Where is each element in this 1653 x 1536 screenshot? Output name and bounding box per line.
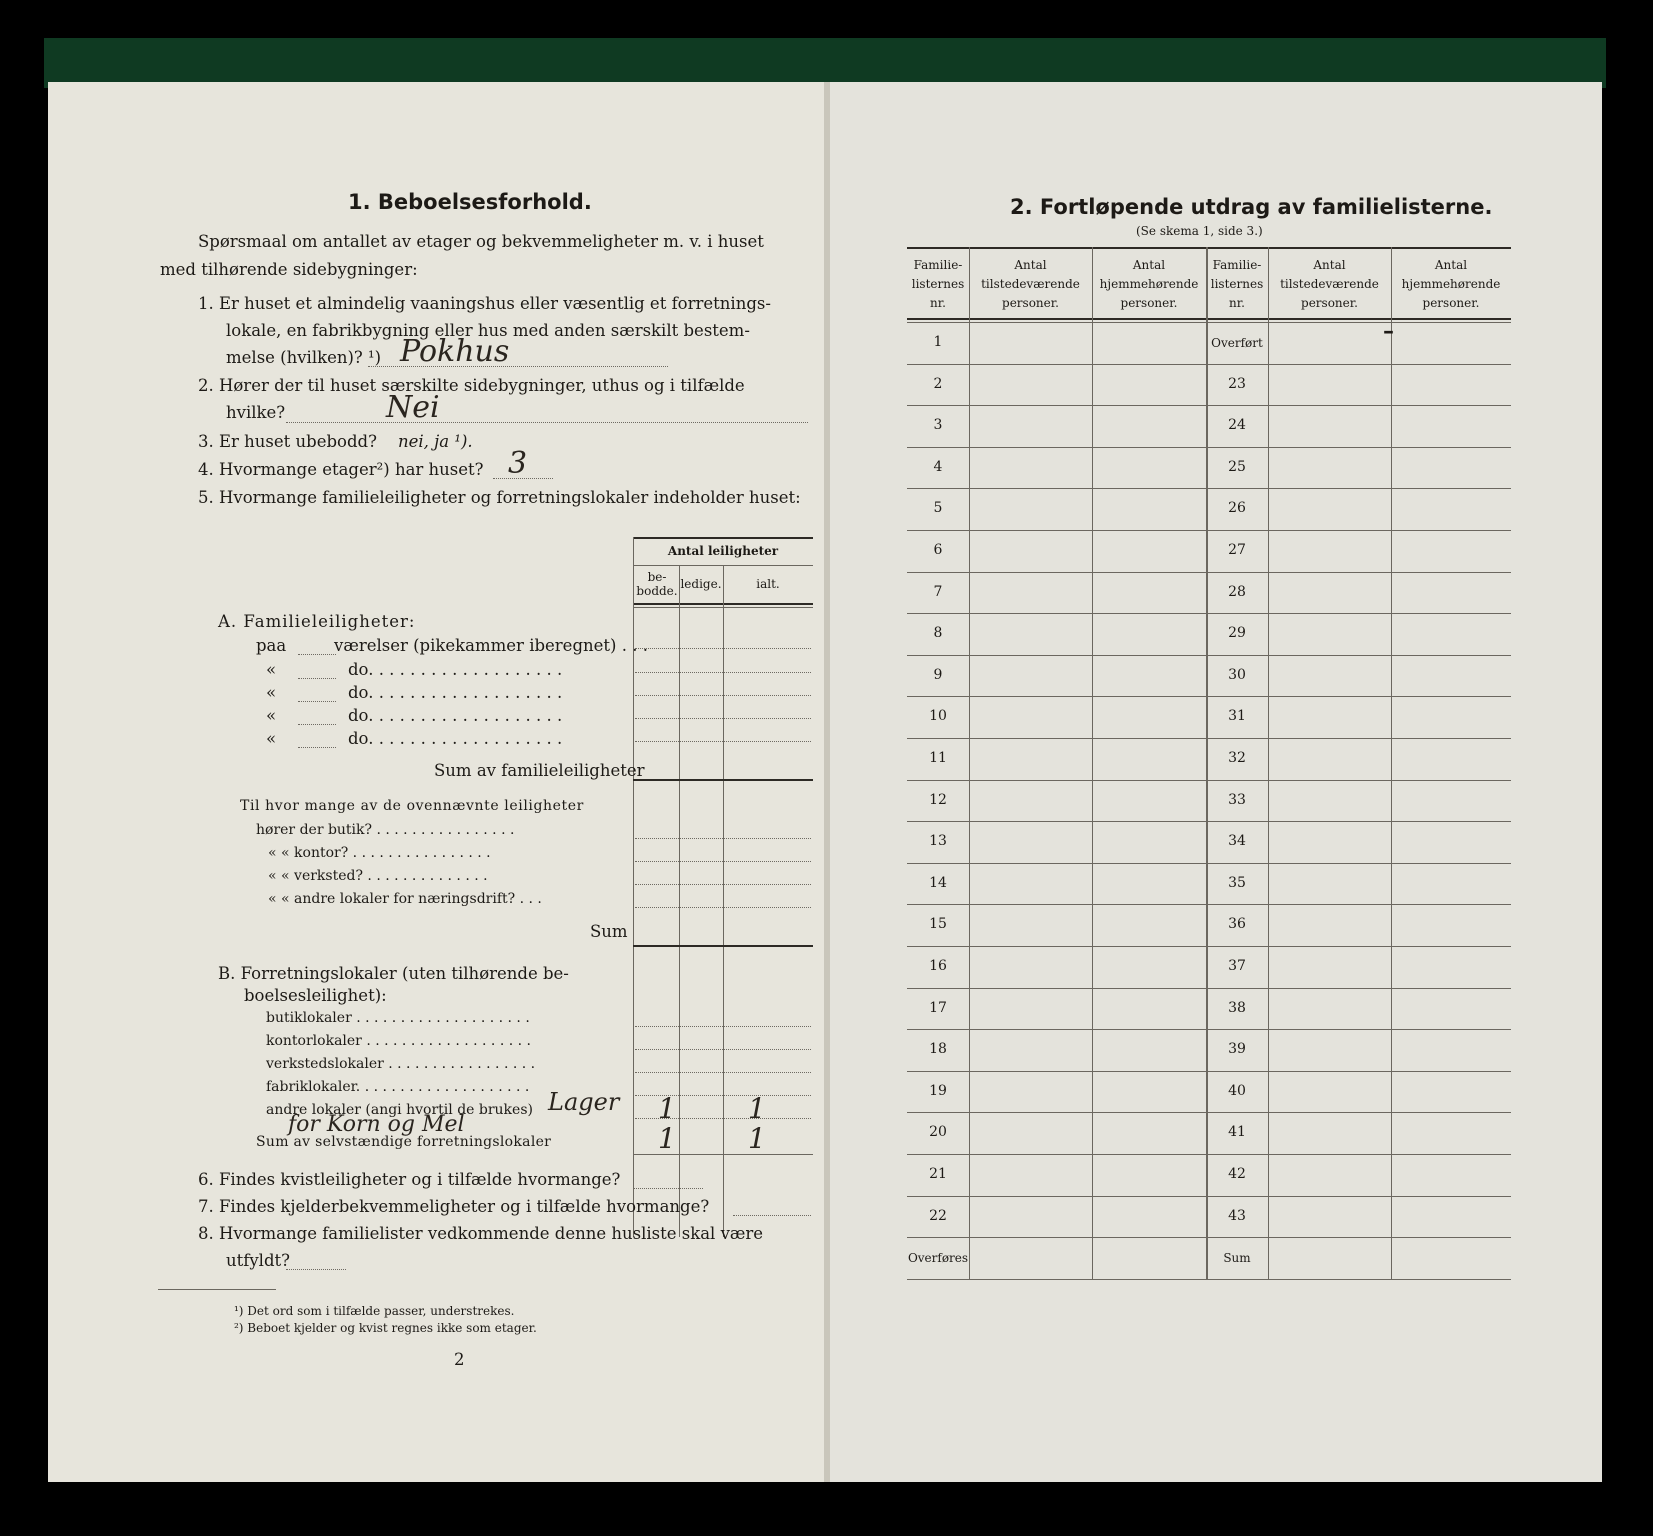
footnote-rule <box>158 1289 276 1290</box>
question-8: utfyldt? <box>226 1251 291 1270</box>
family-list-number: 16 <box>929 958 947 974</box>
til-row: « « kontor? . . . . . . . . . . . . . . . . <box>268 845 491 861</box>
family-list-number: 37 <box>1228 958 1246 974</box>
family-list-number: 12 <box>929 791 947 808</box>
handwritten-dash: – <box>1383 318 1394 344</box>
table-rule <box>679 565 680 1237</box>
column-header: Antal hjemmehørende personer. <box>1401 258 1501 310</box>
family-list-number: 24 <box>1228 417 1246 434</box>
row-rule <box>907 1029 1511 1030</box>
til-row: « « verksted? . . . . . . . . . . . . . . <box>268 868 488 884</box>
sum-label: Sum av selvstændige forretningslokaler <box>256 1134 552 1150</box>
column-header: Familie- listernes nr. <box>1210 258 1264 310</box>
row-rule <box>907 613 1511 614</box>
row-rule <box>907 1279 1511 1280</box>
a-row-text: do. . . . . . . . . . . . . . . . . . . <box>348 706 563 725</box>
row-rule <box>907 405 1511 406</box>
question-2: hvilke? <box>226 403 286 422</box>
handwritten-count: 1 <box>658 1092 676 1125</box>
section-title: 1. Beboelsesforhold. <box>348 190 592 214</box>
table-rule <box>633 945 813 947</box>
cell-line <box>635 1049 811 1050</box>
family-list-number: 36 <box>1228 916 1246 933</box>
b-row: butiklokaler . . . . . . . . . . . . . . . . . . . . <box>266 1010 530 1026</box>
a-row-prefix: « <box>266 706 277 725</box>
a-row-text: do. . . . . . . . . . . . . . . . . . . <box>348 729 563 748</box>
table-rule <box>633 779 813 781</box>
footnote: ¹) Det ord som i tilfælde passer, understrekes. <box>234 1304 515 1318</box>
family-list-number: 27 <box>1228 542 1246 558</box>
section-title: 2. Fortløpende utdrag av familielisterne. <box>1010 195 1493 219</box>
right-page <box>830 82 1602 1482</box>
family-list-number: 38 <box>1228 999 1246 1016</box>
left-page <box>48 82 824 1482</box>
page-number: 2 <box>454 1350 465 1369</box>
table-rule <box>1092 247 1093 1279</box>
cell-line <box>635 907 811 908</box>
row-rule <box>907 572 1511 573</box>
family-list-number: 32 <box>1228 750 1246 766</box>
cell-line <box>635 1026 811 1027</box>
section-b-title: boelsesleilighet): <box>244 986 387 1005</box>
a-row-text: do. . . . . . . . . . . . . . . . . . . <box>348 683 563 702</box>
family-list-number: 34 <box>1228 833 1246 850</box>
family-list-number: 5 <box>933 500 943 517</box>
row-rule <box>907 1196 1511 1197</box>
handwritten-answer: Nei <box>386 390 440 425</box>
row-rule <box>907 780 1511 781</box>
family-list-number: 17 <box>929 999 947 1016</box>
question-7: 7. Findes kjelderbekvemmeligheter og i tilfælde hvormange? <box>198 1197 710 1216</box>
family-list-number: 15 <box>929 916 947 933</box>
family-list-number: 35 <box>1228 874 1246 891</box>
cell-line <box>635 884 811 885</box>
family-list-number: 25 <box>1228 458 1246 475</box>
row-rule <box>907 1071 1511 1072</box>
til-header: Til hvor mange av de ovennævnte leiligheter <box>240 798 584 814</box>
answer-line <box>733 1215 811 1216</box>
family-list-number: 8 <box>933 625 943 642</box>
family-list-number: 4 <box>933 458 943 475</box>
handwritten-count: 1 <box>748 1092 766 1125</box>
fill-line <box>298 724 336 725</box>
column-header-ledige: ledige. <box>680 577 722 591</box>
til-row: « « andre lokaler for næringsdrift? . . . <box>268 891 542 907</box>
table-rule <box>1268 247 1269 1279</box>
family-list-number: 11 <box>929 750 947 766</box>
intro-text: Spørsmaal om antallet av etager og bekvemmeligheter m. v. i huset <box>198 232 764 251</box>
cell-line <box>635 838 811 839</box>
column-header: Familie- listernes nr. <box>911 258 965 310</box>
a-row-text: do. . . . . . . . . . . . . . . . . . . <box>348 660 563 679</box>
row-rule <box>907 447 1511 448</box>
footer-sum: Sum <box>1223 1251 1251 1266</box>
family-list-number: 28 <box>1228 583 1246 600</box>
question-3-options: nei, ja ¹). <box>398 432 473 451</box>
family-list-number: 33 <box>1228 791 1246 808</box>
handwritten-answer: for Korn og Mel <box>288 1112 465 1137</box>
family-list-number: 3 <box>933 417 943 434</box>
family-list-number: 19 <box>929 1082 947 1099</box>
section-a-title: A. Familieleiligheter: <box>218 612 416 631</box>
handwritten-count: 1 <box>658 1122 676 1155</box>
b-row: fabriklokaler. . . . . . . . . . . . . . . . . . . . <box>266 1079 530 1095</box>
a-row-prefix: paa <box>256 636 287 655</box>
table-header: Antal leiligheter <box>667 544 779 558</box>
row-rule <box>907 655 1511 656</box>
row-rule <box>907 1112 1511 1113</box>
cell-line <box>635 648 811 649</box>
row-rule <box>907 946 1511 947</box>
row-rule <box>907 988 1511 989</box>
question-2: 2. Hører der til huset særskilte sidebygninger, uthus og i tilfælde <box>198 376 745 395</box>
handwritten-answer: Lager <box>548 1088 620 1116</box>
section-subtitle: (Se skema 1, side 3.) <box>1136 224 1263 238</box>
table-rule <box>907 318 1511 320</box>
column-header-bebodde: be- bodde. <box>636 570 678 598</box>
question-1: 1. Er huset et almindelig vaaningshus eller væsentlig et forretnings- <box>198 294 771 313</box>
til-row: hører der butik? . . . . . . . . . . . . . . . . <box>256 822 515 838</box>
question-4: 4. Hvormange etager²) har huset? <box>198 460 484 479</box>
column-header: Antal tilstedeværende personer. <box>1280 258 1379 310</box>
row-rule <box>907 1237 1511 1238</box>
table-rule <box>907 322 1511 323</box>
question-6: 6. Findes kvistleiligheter og i tilfælde hvormange? <box>198 1170 621 1189</box>
family-list-number: 20 <box>929 1124 947 1141</box>
a-row-prefix: « <box>266 683 277 702</box>
b-row: verkstedslokaler . . . . . . . . . . . . . . . . . <box>266 1056 536 1072</box>
fill-line <box>298 747 336 748</box>
row-rule <box>907 488 1511 489</box>
row-rule <box>907 364 1511 365</box>
question-3: 3. Er huset ubebodd? <box>198 432 377 451</box>
column-header: Antal hjemmehørende personer. <box>1099 258 1199 310</box>
family-list-number: 22 <box>929 1207 947 1224</box>
family-list-number: 23 <box>1228 375 1246 392</box>
cell-line <box>635 861 811 862</box>
row-rule <box>907 821 1511 822</box>
family-list-number: 2 <box>933 375 943 392</box>
family-list-number: 13 <box>929 833 947 850</box>
row-rule <box>907 863 1511 864</box>
row-rule <box>907 530 1511 531</box>
fill-line <box>298 654 336 655</box>
family-list-number: 29 <box>1228 625 1246 642</box>
fill-line <box>298 701 336 702</box>
cell-line <box>635 1072 811 1073</box>
footnote: ²) Beboet kjelder og kvist regnes ikke som etager. <box>234 1321 537 1335</box>
sum-label: Sum <box>590 922 628 941</box>
family-list-number: 7 <box>933 583 943 600</box>
family-list-number: 1 <box>933 334 943 350</box>
family-list-number: 6 <box>933 542 943 558</box>
family-list-number: 14 <box>929 874 947 891</box>
question-1: melse (hvilken)? ¹) <box>226 348 382 367</box>
answer-line <box>633 1188 703 1189</box>
b-row-andre: andre lokaler (angi hvortil de brukes) <box>266 1102 533 1118</box>
family-list-number: 21 <box>929 1166 947 1182</box>
cell-line <box>635 718 811 719</box>
question-5: 5. Hvormange familieleiligheter og forretningslokaler indeholder huset: <box>198 488 801 507</box>
cell-line <box>635 741 811 742</box>
column-header: Antal tilstedeværende personer. <box>981 258 1080 310</box>
family-list-number: 40 <box>1228 1082 1246 1099</box>
b-row: kontorlokaler . . . . . . . . . . . . . . . . . . . <box>266 1033 531 1049</box>
question-8: 8. Hvormange familielister vedkommende denne husliste skal være <box>198 1224 764 1243</box>
family-list-number: 42 <box>1228 1166 1246 1182</box>
answer-line <box>286 1269 346 1270</box>
family-list-number: 31 <box>1228 708 1246 725</box>
family-list-number: 18 <box>929 1041 947 1058</box>
family-list-number: 10 <box>929 708 947 725</box>
a-row-text: værelser (pikekammer iberegnet) . . . <box>334 636 648 655</box>
cell-line <box>635 695 811 696</box>
table-rule <box>1391 247 1392 1279</box>
row-rule <box>907 1154 1511 1155</box>
family-list-number: 30 <box>1228 666 1246 683</box>
scanner-background-strip <box>44 38 1606 88</box>
handwritten-answer: Pokhus <box>400 334 510 369</box>
a-row-prefix: « <box>266 729 277 748</box>
family-list-number: 26 <box>1228 500 1246 517</box>
row-rule <box>907 696 1511 697</box>
fill-line <box>298 678 336 679</box>
question-1: lokale, en fabrikbygning eller hus med anden særskilt bestem- <box>226 321 750 340</box>
section-b-title: B. Forretningslokaler (uten tilhørende be- <box>218 964 569 983</box>
family-list-number: 9 <box>933 666 943 683</box>
intro-text: med tilhørende sidebygninger: <box>160 260 418 279</box>
cell-line <box>635 672 811 673</box>
footer-overfores: Overføres <box>907 1251 969 1266</box>
overfort-label: Overført <box>1211 336 1263 350</box>
handwritten-answer: 3 <box>508 446 528 481</box>
family-list-number: 39 <box>1228 1041 1246 1058</box>
column-header-ialt: ialt. <box>756 577 780 591</box>
handwritten-count: 1 <box>748 1122 766 1155</box>
table-rule <box>633 537 813 539</box>
table-rule <box>969 247 970 1279</box>
row-rule <box>907 738 1511 739</box>
table-rule <box>907 247 1511 249</box>
a-row-prefix: « <box>266 660 277 679</box>
family-list-number: 41 <box>1228 1124 1246 1141</box>
sum-label: Sum av familieleiligheter <box>434 761 645 780</box>
row-rule <box>907 904 1511 905</box>
table-rule <box>633 1154 813 1155</box>
table-rule <box>723 565 724 1237</box>
answer-line <box>286 422 808 423</box>
family-list-number: 43 <box>1228 1207 1246 1224</box>
